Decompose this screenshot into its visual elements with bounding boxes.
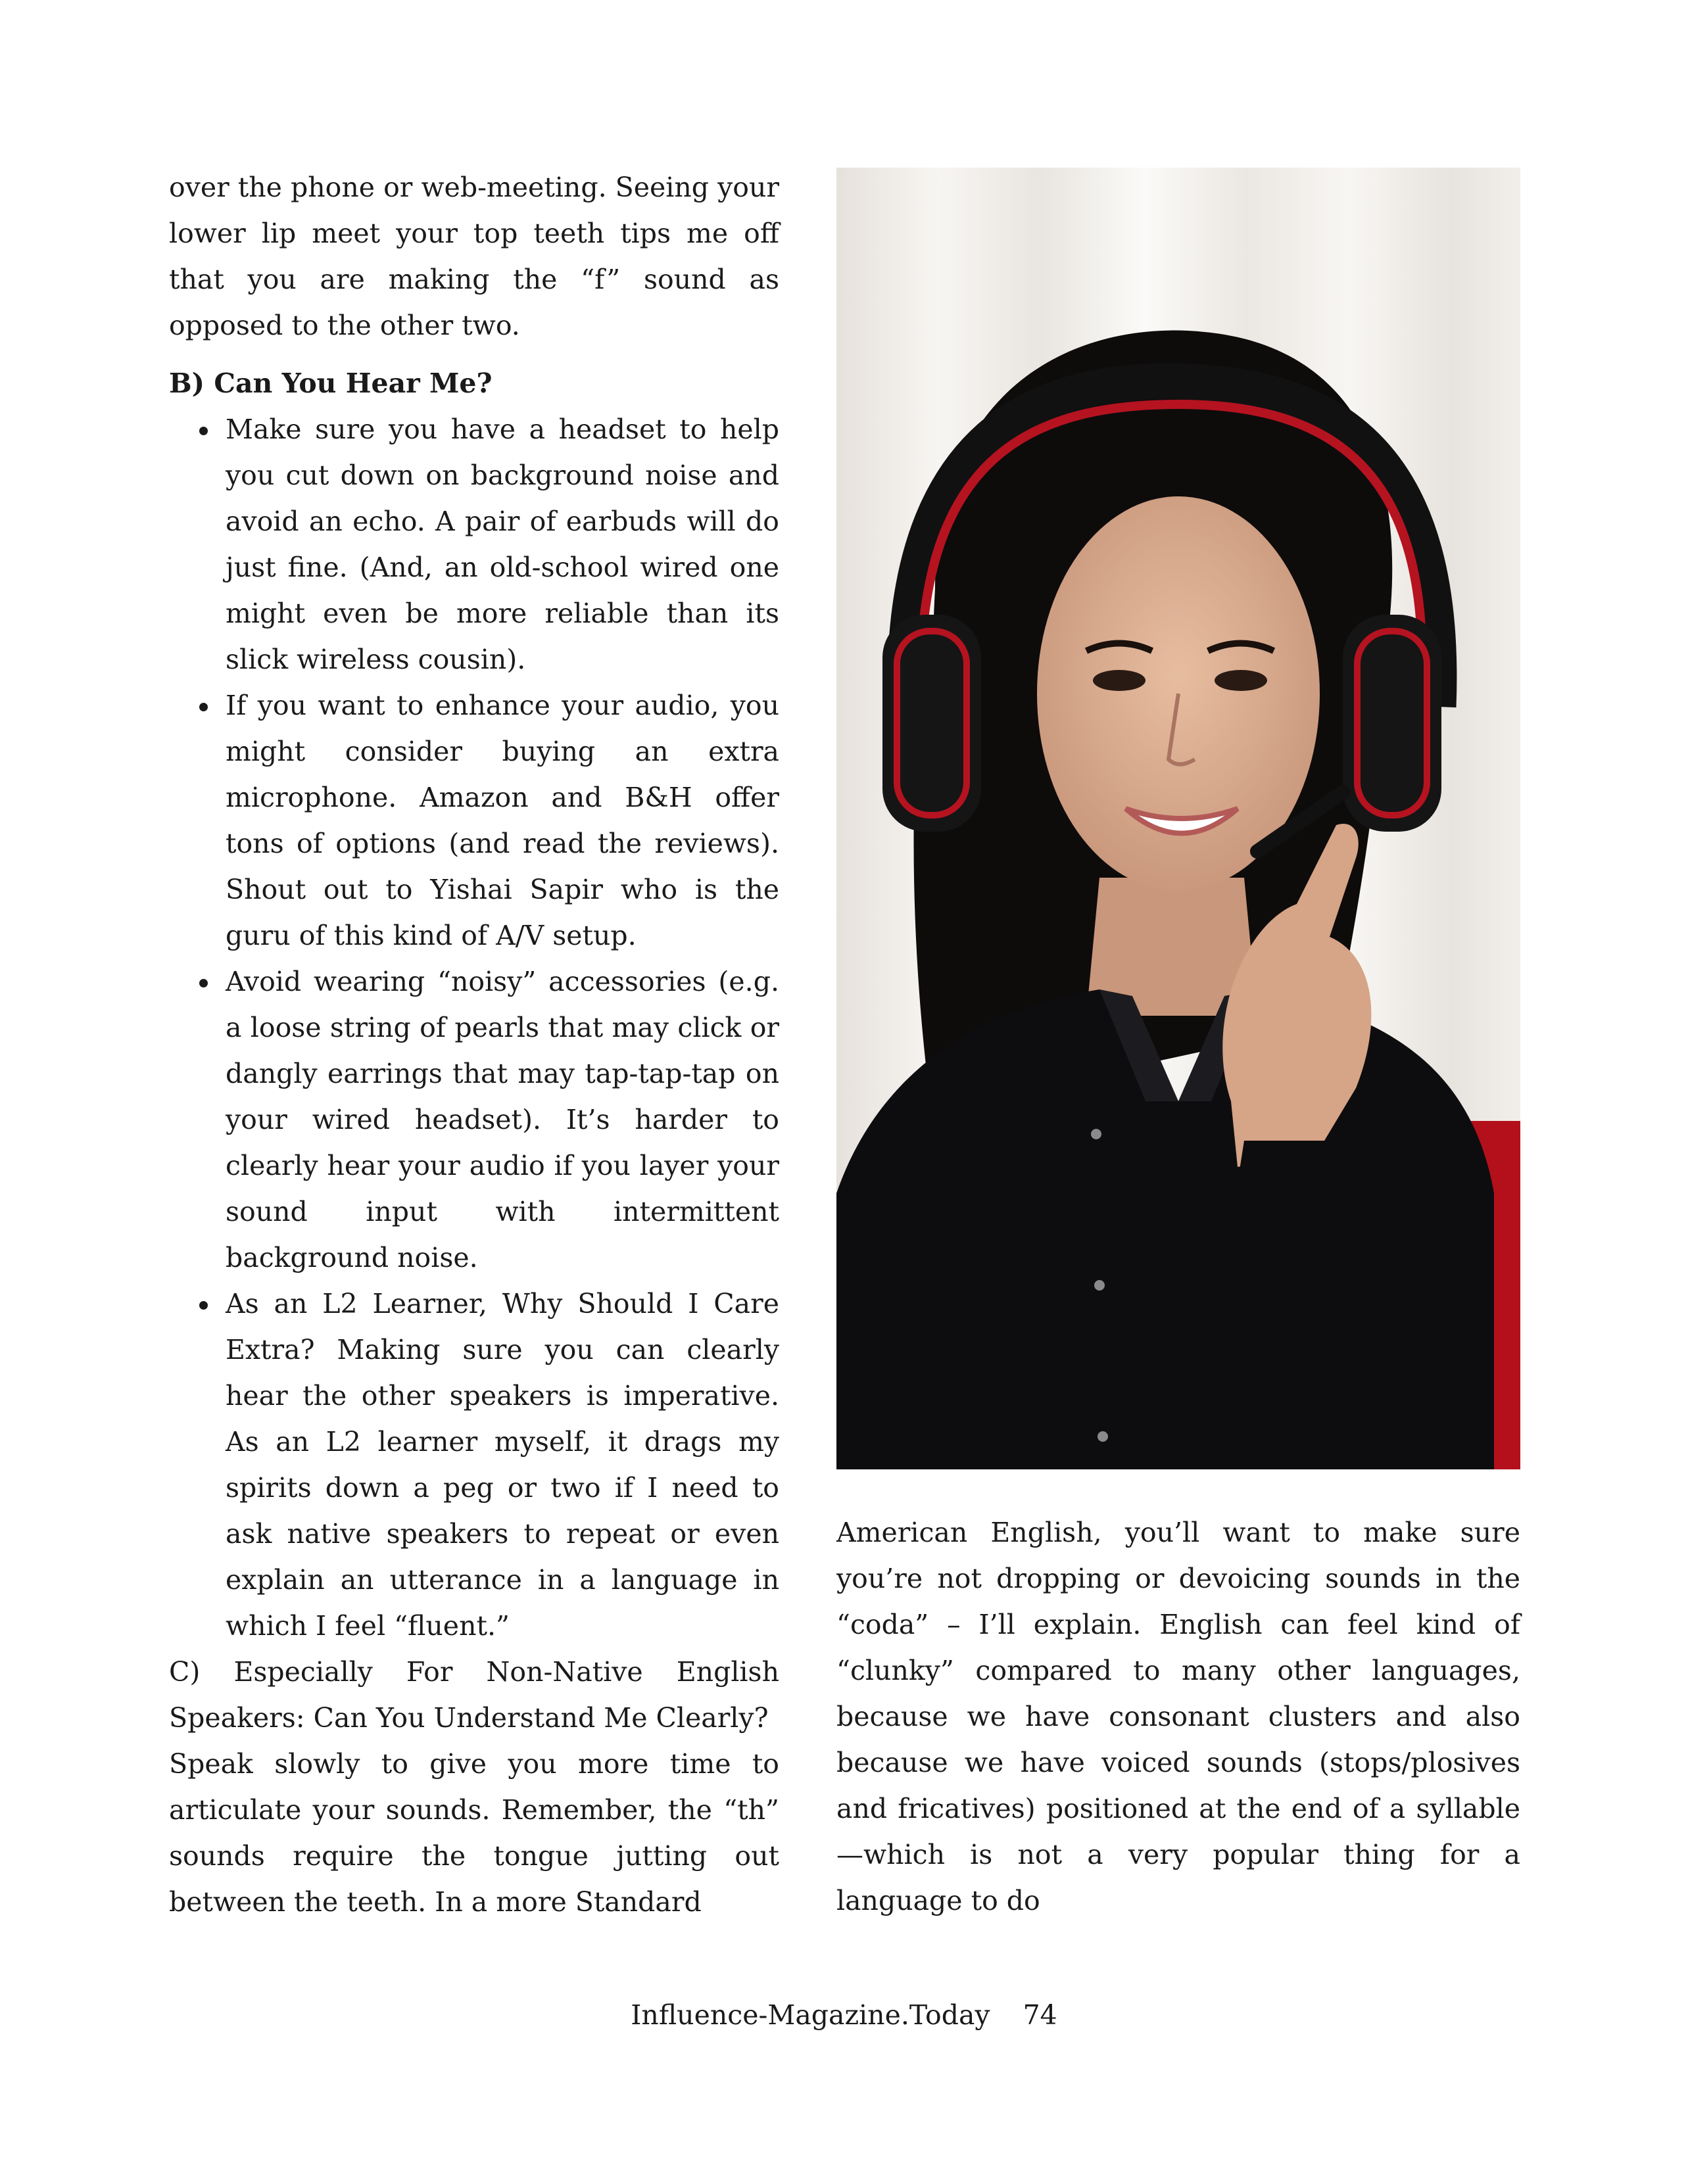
bullet-list	[169, 406, 779, 1649]
section-c-heading: C) Especially For Non-Native English Speakers: Can You Understand Me Clearly?	[169, 1656, 779, 1734]
right-column	[836, 1509, 1520, 1924]
section-c-paragraph: Speak slowly to give you more time to articulate your sounds. Remember, the “th” sounds require the tongue jutting out between the teeth. In a more Standard	[169, 1748, 779, 1918]
woman-with-headset-photo	[836, 168, 1520, 1469]
list-item: Make sure you have a headset to help you cut down on background noise and avoid an echo. A pair of earbuds will do just fine. (And, an old-school wired one might even be more reliable than its slick wireless cousin).	[226, 406, 779, 682]
site-name: Influence-Magazine.Today	[631, 1999, 990, 2031]
page-footer	[0, 1995, 1688, 2035]
list-item: Avoid wearing “noisy” accessories (e.g. a loose string of pearls that may click or dangly earrings that may tap-tap-tap on your wired headset). It’s harder to clearly hear your audio if you layer your sound input with intermittent background noise.	[226, 959, 779, 1281]
intro-paragraph: over the phone or web-meeting. Seeing your lower lip meet your top teeth tips me off that you are making the “f” sound as opposed to the other two.	[169, 172, 779, 341]
section-b-heading: B) Can You Hear Me?	[169, 368, 493, 399]
list-item: As an L2 Learner, Why Should I Care Extra? Making sure you can clearly hear the other speakers is imperative. As an L2 learner myself, it drags my spirits down a peg or two if I need to ask native speakers to repeat or even explain an utterance in a language in which I feel “fluent.”	[226, 1281, 779, 1649]
page-number: 74	[1023, 1999, 1057, 2031]
right-paragraph: American English, you’ll want to make sure you’re not dropping or devoicing sounds in the “coda” – I’ll explain. English can feel kind of “clunky” compared to many other languages, because we have consonant clusters and also because we have voiced sounds (stops/plosives and fricatives) positioned at the end of a syllable—which is not a very popular thing for a language to do	[836, 1517, 1520, 1916]
left-column	[169, 164, 779, 1925]
list-item: If you want to enhance your audio, you might consider buying an extra microphone. Amazon and B&H offer tons of options (and read the reviews). Shout out to Yishai Sapir who is the guru of this kind of A/V setup.	[226, 682, 779, 959]
